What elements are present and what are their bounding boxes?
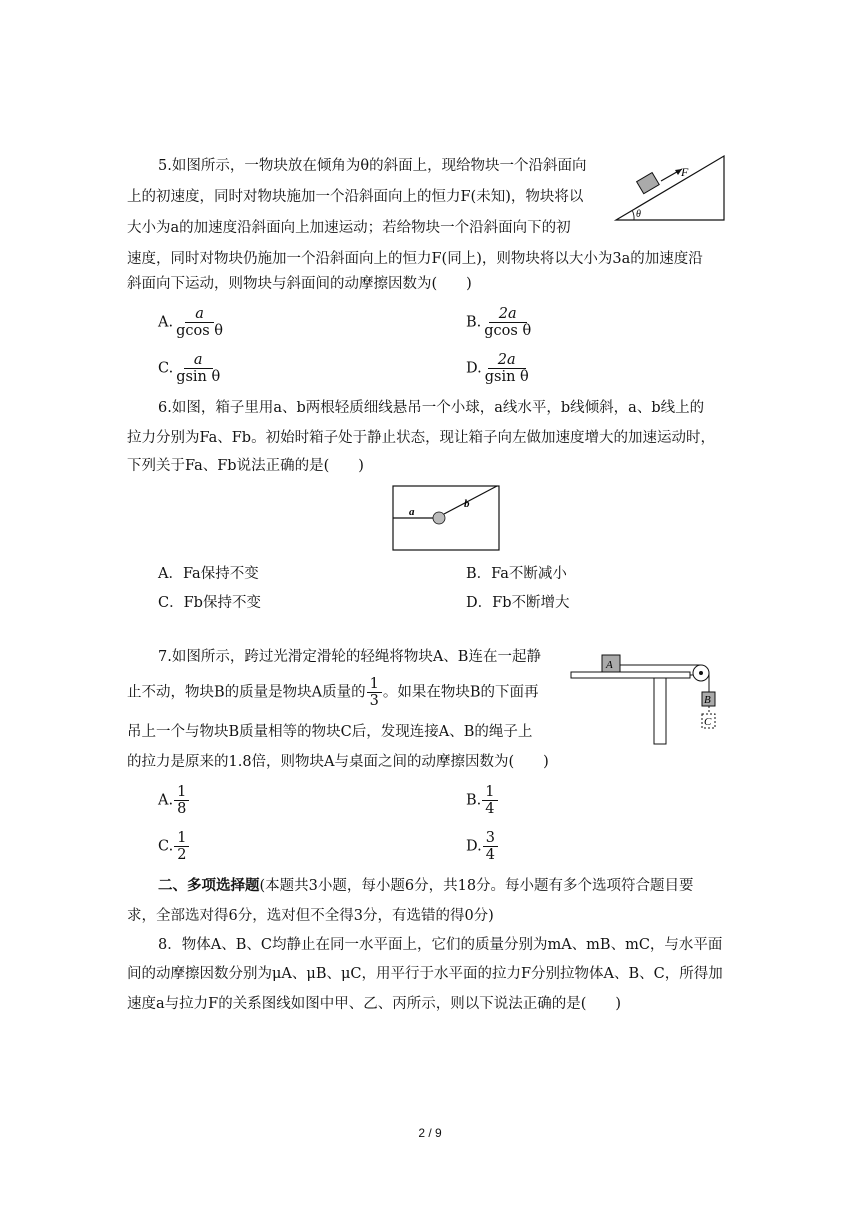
q5-line-4: 速度，同时对物块仍施加一个沿斜面向上的恒力F(同上)，则物块将以大小为3a的加速度沿: [127, 251, 703, 267]
q6-option-a[interactable]: A．Fa保持不变: [158, 566, 259, 582]
section2-heading: 二、多项选择题: [158, 877, 260, 894]
table-leg: [654, 678, 666, 744]
q6-option-c[interactable]: C．Fb保持不变: [158, 595, 261, 611]
string-b: [444, 486, 497, 514]
angle-arc: [633, 211, 635, 220]
q7-line-4: 的拉力是原来的1.8倍，则物块A与桌面之间的动摩擦因数为( ): [127, 754, 549, 770]
q7-option-a[interactable]: A. $\frac{1}{8}$: [158, 784, 190, 817]
q5-line-1: 5.如图所示，一物块放在倾角为θ的斜面上，现给物块一个沿斜面向: [158, 158, 587, 174]
q5-option-c[interactable]: C. $\frac{a}{\text{gsin θ}}$: [158, 352, 221, 385]
q5-line-5: 斜面向下运动，则物块与斜面间的动摩擦因数为( ): [127, 276, 472, 292]
force-label: F: [681, 165, 689, 179]
q6-option-b[interactable]: B．Fa不断减小: [466, 566, 567, 582]
q5-line-3: 大小为a的加速度沿斜面向上加速运动；若给物块一个沿斜面向下的初: [127, 220, 571, 236]
section2-line-2: 求，全部选对得6分，选对但不全得3分，有选错的得0分): [127, 908, 494, 924]
q8-line-3: 速度a与拉力F的关系图线如图中甲、乙、丙所示，则以下说法正确的是( ): [127, 996, 622, 1012]
q6-option-d[interactable]: D．Fb不断增大: [466, 595, 570, 611]
q7-option-b[interactable]: B. $\frac{1}{4}$: [466, 784, 499, 817]
label-a: a: [409, 506, 415, 518]
q5-line-2: 上的初速度，同时对物块施加一个沿斜面向上的恒力F(未知)，物块将以: [127, 189, 584, 205]
q6-line-1: 6.如图，箱子里用a、b两根轻质细线悬吊一个小球，a线水平，b线倾斜，a、b线上的: [158, 400, 705, 416]
q5-option-b[interactable]: B. $\frac{2a}{\text{gcos θ}}$: [466, 306, 532, 339]
incline-triangle: [616, 156, 724, 220]
angle-label: θ: [636, 209, 641, 220]
incline-block: [637, 173, 660, 194]
q6-box-figure: [390, 484, 502, 552]
q7-line-1: 7.如图所示，跨过光滑定滑轮的轻绳将物块A、B连在一起静: [158, 649, 541, 665]
q5-incline-figure: [612, 150, 732, 225]
section2-line-1: 二、多项选择题(本题共3小题，每小题6分，共18分。每小题有多个选项符合题目要: [158, 877, 694, 894]
label-b: b: [464, 498, 470, 510]
q7-line-2: 止不动，物块B的质量是物块A质量的 $\frac{1}{3}$ 。如果在物块B的下面再: [127, 676, 539, 709]
pulley-axle: [699, 671, 703, 675]
table-top: [571, 672, 690, 678]
q5-option-a[interactable]: A. $\frac{a}{\text{gcos θ}}$: [158, 306, 224, 339]
q6-line-2: 拉力分别为Fa、Fb。初始时箱子处于静止状态，现让箱子向左做加速度增大的加速运动时，: [127, 430, 716, 446]
q8-line-2: 间的动摩擦因数分别为μA、μB、μC，用平行于水平面的拉力F分别拉物体A、B、C，所得加: [127, 966, 723, 982]
block-c-label: C: [704, 716, 712, 728]
block-a-label: A: [606, 659, 613, 671]
q7-line-3: 吊上一个与物块B质量相等的物块C后，发现连接A、B的绳子上: [127, 724, 533, 740]
q7-option-d[interactable]: D. $\frac{3}{4}$: [466, 830, 499, 863]
page-number: 2 / 9: [418, 1126, 442, 1140]
q6-line-3: 下列关于Fa、Fb说法正确的是( ): [127, 458, 364, 474]
q7-option-c[interactable]: C. $\frac{1}{2}$: [158, 830, 190, 863]
ball: [433, 512, 445, 524]
q5-option-d[interactable]: D. $\frac{2a}{\text{gsin θ}}$: [466, 352, 529, 385]
q7-pulley-figure: [568, 652, 718, 748]
q8-line-1: 8．物体A、B、C均静止在同一水平面上，它们的质量分别为mA、mB、mC，与水平面: [158, 937, 723, 953]
block-b-label: B: [704, 694, 711, 706]
